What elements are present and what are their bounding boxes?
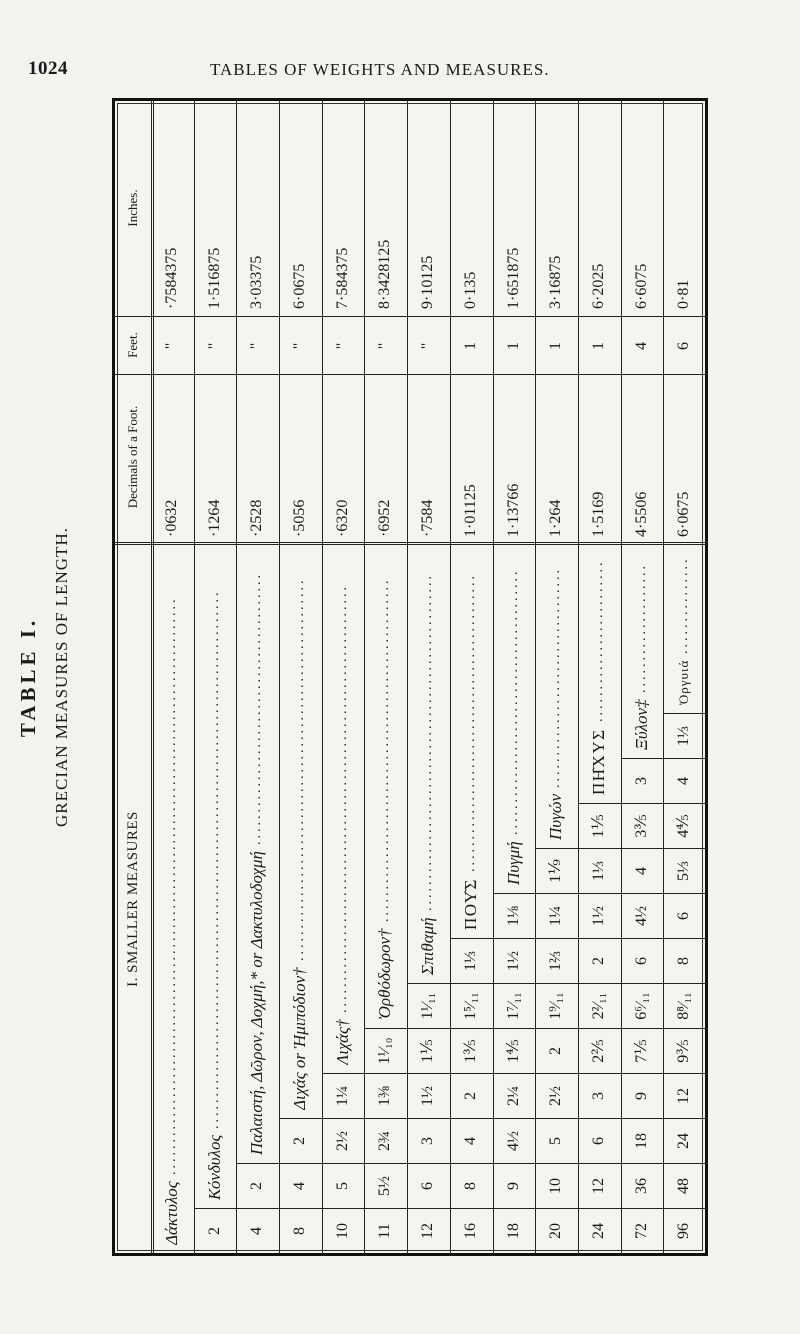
feet-value: " — [419, 342, 437, 350]
inches-value: 6·6075 — [632, 263, 650, 309]
table-row — [578, 101, 621, 1253]
decimals-value: 1·5169 — [589, 491, 607, 537]
table-row — [322, 101, 365, 1253]
ratio-cell: 5 — [322, 1163, 365, 1208]
ratio-cell: 2 — [578, 938, 621, 983]
ratio-cell: 18 — [493, 1208, 536, 1253]
table-row — [493, 101, 536, 1253]
inches-value: 7·584375 — [333, 247, 351, 309]
page-number: 1024 — [28, 58, 68, 79]
decimals-value: ·1264 — [205, 499, 223, 537]
feet-value: " — [376, 342, 394, 350]
table-label: TABLE I. — [16, 616, 40, 738]
dot-leader: .......................................... — [249, 572, 265, 845]
ratio-cell: 72 — [621, 1208, 664, 1253]
feet-value: 1 — [461, 342, 479, 350]
ratio-cell: 4 — [450, 1118, 493, 1163]
measure-name: Πυγών — [546, 793, 566, 840]
ratio-cell: 36 — [621, 1163, 664, 1208]
ratio-cell: 1⅔ — [535, 938, 578, 983]
ratio-cell: 2½ — [322, 1118, 365, 1163]
feet-value: 1 — [547, 342, 565, 350]
feet-value: 1 — [504, 342, 522, 350]
decimals-value: ·5056 — [291, 499, 309, 537]
dot-leader: ......................................................................................... — [164, 596, 179, 1175]
dot-leader: .................... — [633, 563, 649, 693]
ratio-cell: 12 — [407, 1208, 450, 1253]
ratio-cell: 5 — [535, 1118, 578, 1163]
ratio-cell: 6⁶⁄₁₁ — [621, 983, 664, 1028]
ratio-cell: 1½ — [493, 938, 536, 983]
ratio-cell: 1½ — [578, 893, 621, 938]
ratio-cell: 4 — [621, 848, 664, 893]
ratio-cell: 1⁷⁄₁₁ — [493, 983, 536, 1028]
feet-value: " — [163, 342, 180, 350]
table-row — [407, 101, 450, 1253]
header-feet: Feet. — [115, 316, 151, 375]
feet-value: " — [205, 342, 223, 350]
ratio-cell: 2⅖ — [578, 1028, 621, 1073]
ratio-cell: 16 — [450, 1208, 493, 1253]
measure-name: ΠΟΥ͂Σ — [460, 878, 480, 930]
dot-leader: ..................................................... — [377, 577, 393, 922]
ratio-cell: 2²⁄₁₁ — [578, 983, 621, 1028]
ratio-cell: 3⅗ — [621, 803, 664, 848]
ratio-cell: 2¼ — [493, 1073, 536, 1118]
ratio-cell: 5½ — [364, 1163, 407, 1208]
inches-value: 8·3428125 — [376, 239, 394, 309]
ratio-cell: 4½ — [621, 893, 664, 938]
ratio-cell: 2 — [279, 1118, 322, 1163]
table-caption — [12, 98, 112, 1256]
ratio-cell: 2¾ — [364, 1118, 407, 1163]
dot-leader: ................................................................................... — [206, 589, 222, 1129]
ratio-cell: 24 — [578, 1208, 621, 1253]
inches-value: 9·10125 — [419, 255, 437, 309]
ratio-cell: 7⅕ — [621, 1028, 664, 1073]
table-row — [621, 101, 664, 1253]
measure-name: Κόνδυλος — [204, 1134, 224, 1200]
dot-leader: .............................................. — [462, 573, 478, 872]
ratio-cell: 1⅕ — [578, 803, 621, 848]
ratio-cell: 1⅓ — [450, 938, 493, 983]
rotated-table-block — [16, 98, 708, 1256]
feet-value: " — [333, 342, 351, 350]
ratio-cell: 9⅗ — [663, 1028, 706, 1073]
ratio-cell: 1⅗ — [450, 1028, 493, 1073]
ratio-cell: 4⅘ — [663, 803, 706, 848]
table-row — [194, 101, 237, 1253]
ratio-cell: 2 — [194, 1208, 237, 1253]
table-row — [450, 101, 493, 1253]
table-row — [364, 101, 407, 1253]
ratio-cell: 2 — [535, 1028, 578, 1073]
ratio-cell: 8 — [279, 1208, 322, 1253]
inches-value: 6·0675 — [291, 263, 309, 309]
ratio-cell: 1⅜ — [364, 1073, 407, 1118]
ratio-cell: 6 — [621, 938, 664, 983]
measure-name: Ὀργυιά — [676, 659, 692, 705]
inches-value: 3·16875 — [547, 255, 565, 309]
dot-leader: ............... — [676, 556, 692, 654]
ratio-cell: 4 — [663, 758, 706, 803]
ratio-cell: 96 — [663, 1208, 706, 1253]
measure-name: Πυγμή — [503, 841, 523, 885]
dot-leader: .................................. — [548, 567, 564, 788]
ratio-cell: 11 — [364, 1208, 407, 1253]
ratio-cell: 24 — [663, 1118, 706, 1163]
decimals-value: ·6952 — [376, 499, 394, 537]
table-row — [151, 101, 194, 1253]
ratio-cell: 4½ — [493, 1118, 536, 1163]
inches-value: 0·135 — [461, 271, 479, 309]
ratio-cell: 5⅓ — [663, 848, 706, 893]
ratio-cell: 12 — [663, 1073, 706, 1118]
inches-value: 3·03375 — [248, 255, 266, 309]
ratio-cell: 48 — [663, 1163, 706, 1208]
decimals-value: ·7584 — [419, 499, 437, 537]
ratio-cell: 3 — [407, 1118, 450, 1163]
ratio-cell: 1⅛ — [493, 893, 536, 938]
page-header — [0, 58, 800, 84]
measure-name: ΠΗ͂ΧΥΣ — [588, 728, 608, 795]
inches-value: 1·516875 — [205, 247, 223, 309]
ratio-cell: 8 — [663, 938, 706, 983]
ratio-cell: 1⅕ — [407, 1028, 450, 1073]
dot-leader: .................................................................. — [334, 584, 350, 1013]
ratio-cell: 8⁸⁄₁₁ — [663, 983, 706, 1028]
measure-name: Ὀρθόδωρον† — [375, 928, 395, 1020]
ratio-cell: 2 — [450, 1073, 493, 1118]
ratio-cell: 12 — [578, 1163, 621, 1208]
ratio-cell: 1½ — [407, 1073, 450, 1118]
feet-value: 4 — [632, 342, 650, 350]
inches-value: ·7584375 — [163, 247, 180, 309]
feet-value: 6 — [675, 342, 693, 350]
feet-value: " — [248, 342, 266, 350]
ratio-cell: 1¹⁄₁₀ — [364, 1028, 407, 1073]
measure-name: Λιχάς† — [332, 1018, 352, 1065]
table-subtitle: GRECIAN MEASURES OF LENGTH. — [52, 527, 71, 827]
dot-leader: .................................................... — [420, 573, 436, 911]
measure-name: Σπιθαμή — [418, 917, 438, 975]
decimals-value: 4·5506 — [632, 491, 650, 537]
ratio-cell: 2 — [236, 1163, 279, 1208]
dot-leader: ......................... — [590, 559, 606, 722]
dot-leader: ........................................................... — [292, 577, 308, 961]
ratio-cell: 18 — [621, 1118, 664, 1163]
measures-table — [112, 98, 708, 1256]
table-row — [236, 101, 279, 1253]
ratio-cell: 1¼ — [322, 1073, 365, 1118]
measure-name: Παλαιστή, Δῶρον, Δοχμή,* or Δακτυλοδοχμή — [247, 851, 267, 1155]
decimals-value: 6·0675 — [675, 491, 693, 537]
ratio-cell: 1¹⁄₁₁ — [407, 983, 450, 1028]
ratio-cell: 3 — [578, 1073, 621, 1118]
measure-name: Δάκτυλος — [162, 1181, 181, 1245]
ratio-cell: 3 — [621, 758, 664, 803]
decimals-value: 1·13766 — [504, 483, 522, 537]
ratio-cell: 4 — [279, 1163, 322, 1208]
table-row — [663, 101, 706, 1253]
decimals-value: ·6320 — [333, 499, 351, 537]
ratio-cell: 1⅘ — [493, 1028, 536, 1073]
decimals-value: ·0632 — [163, 499, 180, 537]
header-decimals: Decimals of a Foot. — [115, 372, 151, 545]
ratio-cell: 10 — [535, 1163, 578, 1208]
measure-name: Διχάς or Ἡμιπόδιον† — [290, 967, 310, 1110]
ratio-cell: 4 — [236, 1208, 279, 1253]
inches-value: 6·2025 — [589, 263, 607, 309]
ratio-cell: 10 — [322, 1208, 365, 1253]
dot-leader: ......................................... — [505, 568, 521, 835]
ratio-cell: 1¼ — [535, 893, 578, 938]
table-row — [535, 101, 578, 1253]
ratio-cell: 1⅑ — [535, 848, 578, 893]
ratio-cell: 9 — [493, 1163, 536, 1208]
ratio-cell: 9 — [621, 1073, 664, 1118]
ratio-cell: 20 — [535, 1208, 578, 1253]
ratio-cell: 1⁹⁄₁₁ — [535, 983, 578, 1028]
ratio-cell: 6 — [407, 1163, 450, 1208]
decimals-value: ·2528 — [248, 499, 266, 537]
ratio-cell: 6 — [578, 1118, 621, 1163]
ratio-cell: 8 — [450, 1163, 493, 1208]
section-header: I. SMALLER MEASURES — [125, 811, 141, 987]
inches-value: 0·81 — [675, 279, 693, 309]
measure-name: Ξύλον‡ — [631, 699, 651, 750]
ratio-cell: 1⁵⁄₁₁ — [450, 983, 493, 1028]
ratio-cell: 6 — [663, 893, 706, 938]
ratio-cell: 2½ — [535, 1073, 578, 1118]
ratio-cell: 1⅓ — [578, 848, 621, 893]
header-inches: Inches. — [115, 100, 151, 317]
feet-value: " — [291, 342, 309, 350]
decimals-value: 1·264 — [547, 499, 565, 537]
table-row — [279, 101, 322, 1253]
decimals-value: 1·01125 — [461, 484, 479, 537]
running-head: TABLES OF WEIGHTS AND MEASURES. — [210, 60, 550, 79]
inches-value: 1·651875 — [504, 247, 522, 309]
table-header-row — [115, 101, 154, 1253]
ratio-cell: 1⅓ — [663, 713, 706, 758]
feet-value: 1 — [589, 342, 607, 350]
